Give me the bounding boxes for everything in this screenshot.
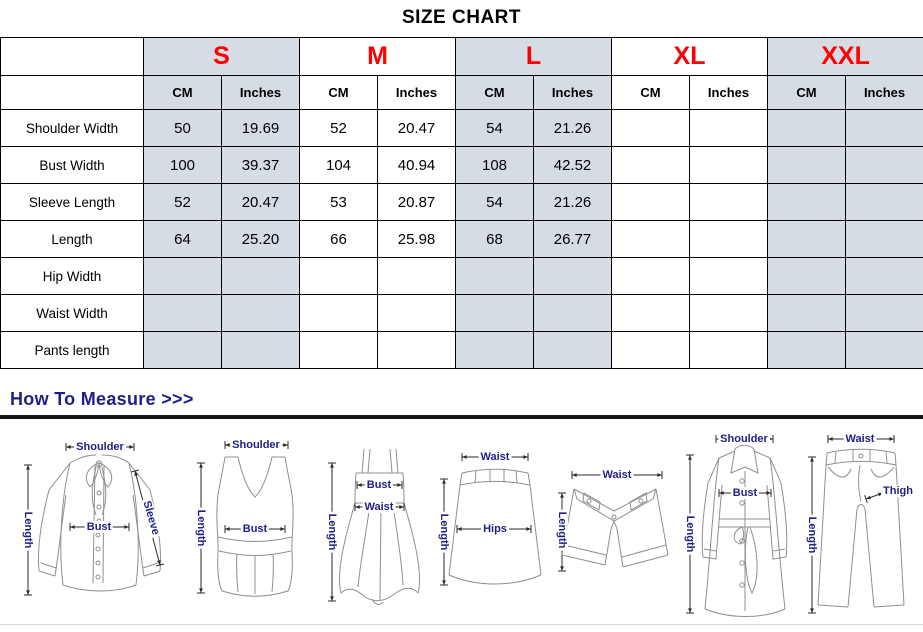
value-cell <box>768 221 846 258</box>
table-row <box>1 147 923 184</box>
sleeve-label: Sleeve <box>140 498 162 539</box>
corner-cell <box>1 38 144 76</box>
corner-cell-units <box>1 76 144 110</box>
value-cell <box>612 332 690 369</box>
value-cell <box>846 295 923 332</box>
length-label: Length <box>326 512 338 553</box>
unit-header-inches: Inches <box>222 76 300 110</box>
value-cell <box>612 147 690 184</box>
measure-heading: How To Measure >>> <box>10 389 923 410</box>
value-cell <box>846 221 923 258</box>
value-cell: 52 <box>300 110 378 147</box>
value-cell <box>456 295 534 332</box>
value-cell: 20.47 <box>378 110 456 147</box>
value-cell: 50 <box>144 110 222 147</box>
row-label: Length <box>1 221 144 258</box>
shoulder-label: Shoulder <box>718 433 770 445</box>
value-cell: 64 <box>144 221 222 258</box>
value-cell <box>144 332 222 369</box>
value-cell <box>846 147 923 184</box>
value-cell <box>300 332 378 369</box>
shoulder-label: Shoulder <box>230 439 282 451</box>
value-cell <box>144 295 222 332</box>
row-label: Sleeve Length <box>1 184 144 221</box>
value-cell: 39.37 <box>222 147 300 184</box>
bust-label: Bust <box>241 523 269 535</box>
value-cell: 66 <box>300 221 378 258</box>
value-cell <box>534 332 612 369</box>
value-cell <box>768 147 846 184</box>
value-cell: 54 <box>456 110 534 147</box>
value-cell <box>612 184 690 221</box>
value-cell: 53 <box>300 184 378 221</box>
value-cell: 42.52 <box>534 147 612 184</box>
page-title: SIZE CHART <box>0 0 923 29</box>
value-cell <box>456 258 534 295</box>
figure-blouse <box>8 433 188 628</box>
value-cell <box>300 258 378 295</box>
value-cell <box>222 332 300 369</box>
size-header-xl: XL <box>612 38 768 76</box>
size-header-m: M <box>300 38 456 76</box>
value-cell: 108 <box>456 147 534 184</box>
length-label: Length <box>195 508 207 549</box>
value-cell <box>768 332 846 369</box>
length-label: Length <box>22 510 34 551</box>
table-row <box>1 221 923 258</box>
value-cell <box>300 295 378 332</box>
length-label: Length <box>438 512 450 553</box>
value-cell <box>612 295 690 332</box>
table-row <box>1 110 923 147</box>
figure-pants <box>798 427 920 629</box>
value-cell <box>222 258 300 295</box>
unit-header-inches: Inches <box>690 76 768 110</box>
table-row <box>1 258 923 295</box>
value-cell: 20.87 <box>378 184 456 221</box>
value-cell: 100 <box>144 147 222 184</box>
row-label: Waist Width <box>1 295 144 332</box>
waist-label: Waist <box>363 501 396 513</box>
value-cell: 52 <box>144 184 222 221</box>
value-cell <box>690 258 768 295</box>
length-label: Length <box>806 515 818 556</box>
size-header-xxl: XXL <box>768 38 923 76</box>
row-label: Bust Width <box>1 147 144 184</box>
shoulder-label: Shoulder <box>74 441 126 453</box>
figure-skirt <box>432 433 554 628</box>
unit-header-inches: Inches <box>846 76 923 110</box>
value-cell <box>768 184 846 221</box>
value-cell: 104 <box>300 147 378 184</box>
unit-header-cm: CM <box>768 76 846 110</box>
length-label: Length <box>556 510 568 551</box>
value-cell <box>378 258 456 295</box>
value-cell <box>690 295 768 332</box>
figure-slip-dress <box>318 433 440 628</box>
value-cell <box>612 258 690 295</box>
figure-coat <box>672 427 802 629</box>
table-row <box>1 295 923 332</box>
value-cell <box>846 184 923 221</box>
value-cell <box>378 332 456 369</box>
size-header-l: L <box>456 38 612 76</box>
unit-header-cm: CM <box>144 76 222 110</box>
table-row <box>1 332 923 369</box>
hips-label: Hips <box>481 523 509 535</box>
unit-header-inches: Inches <box>378 76 456 110</box>
value-cell <box>690 147 768 184</box>
value-cell <box>768 295 846 332</box>
row-label: Pants length <box>1 332 144 369</box>
waist-label: Waist <box>479 451 512 463</box>
value-cell <box>846 332 923 369</box>
figure-shorts <box>548 433 678 628</box>
unit-header-inches: Inches <box>534 76 612 110</box>
unit-header-cm: CM <box>612 76 690 110</box>
value-cell: 19.69 <box>222 110 300 147</box>
bottom-divider <box>0 624 923 625</box>
value-cell <box>768 110 846 147</box>
unit-header-cm: CM <box>456 76 534 110</box>
value-cell <box>768 258 846 295</box>
row-label: Hip Width <box>1 258 144 295</box>
row-label: Shoulder Width <box>1 110 144 147</box>
value-cell: 25.20 <box>222 221 300 258</box>
waist-label: Waist <box>844 433 877 445</box>
bust-label: Bust <box>731 487 759 499</box>
value-cell: 25.98 <box>378 221 456 258</box>
value-cell <box>690 110 768 147</box>
value-cell <box>534 295 612 332</box>
value-cell: 21.26 <box>534 184 612 221</box>
thigh-label: Thigh <box>881 485 915 497</box>
size-header-s: S <box>144 38 300 76</box>
size-table <box>0 37 923 369</box>
value-cell <box>144 258 222 295</box>
value-cell <box>456 332 534 369</box>
value-cell: 20.47 <box>222 184 300 221</box>
value-cell <box>690 221 768 258</box>
value-cell: 26.77 <box>534 221 612 258</box>
value-cell <box>612 221 690 258</box>
value-cell: 54 <box>456 184 534 221</box>
value-cell: 40.94 <box>378 147 456 184</box>
value-cell <box>378 295 456 332</box>
bust-label: Bust <box>85 521 113 533</box>
length-label: Length <box>684 514 696 555</box>
value-cell: 21.26 <box>534 110 612 147</box>
value-cell <box>846 110 923 147</box>
value-cell <box>846 258 923 295</box>
value-cell <box>222 295 300 332</box>
value-cell <box>534 258 612 295</box>
value-cell <box>612 110 690 147</box>
how-to-measure-figures <box>0 419 923 632</box>
waist-label: Waist <box>601 469 634 481</box>
value-cell: 68 <box>456 221 534 258</box>
bust-label: Bust <box>365 479 393 491</box>
table-row <box>1 184 923 221</box>
value-cell <box>690 332 768 369</box>
unit-header-cm: CM <box>300 76 378 110</box>
figure-tank-top <box>185 433 320 628</box>
value-cell <box>690 184 768 221</box>
